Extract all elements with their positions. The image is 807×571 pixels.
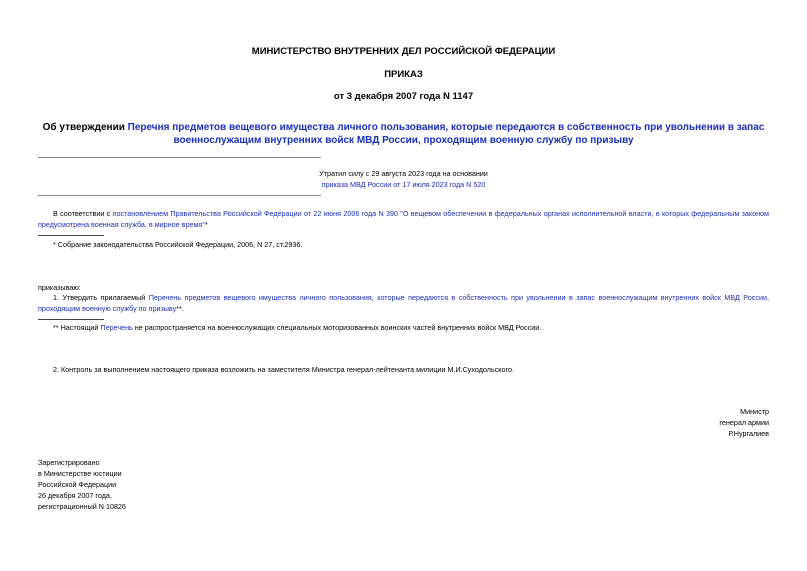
date-number-heading: от 3 декабря 2007 года N 1147: [333, 91, 474, 102]
footnote-divider-1: [38, 235, 104, 236]
preamble-suffix: *: [204, 220, 208, 229]
signature-rank: генерал армии: [719, 418, 769, 427]
signature-position: Министр: [740, 407, 769, 416]
signature-name: Р.Нургалиев: [728, 429, 769, 438]
footnote-2-suffix: не распространяется на военнослужащих специальных моторизованных воинских частей внутренних войск МВД России.: [132, 323, 542, 332]
status-block: [260, 168, 547, 190]
doc-type-heading: ПРИКАЗ: [384, 69, 423, 80]
signature-block: [600, 406, 769, 439]
title-prefix: Об утверждении: [42, 122, 128, 133]
top-divider: [38, 157, 321, 158]
bottom-divider: [38, 195, 321, 196]
preamble-paragraph: [38, 208, 769, 230]
status-link[interactable]: приказа МВД России от 17 июля 2023 года N 520: [321, 180, 486, 189]
order-word: приказываю:: [38, 283, 81, 292]
footnote-2-prefix: ** Настоящий: [53, 323, 101, 332]
item-1-paragraph: [38, 292, 769, 314]
title-link[interactable]: Перечня предметов вещевого имущества личного пользования, которые передаются в собственность при увольнении в запас военнослужащим внутренних войск МВД России, проходящим военную службу по призыву: [127, 122, 765, 146]
item-1-link[interactable]: Перечень предметов вещевого имущества личного пользования, которые передаются в собственность при увольнении в запас военнослужащим внутренних войск МВД России, проходящим военную службу по призыву: [38, 293, 770, 313]
item-1-suffix: **.: [176, 304, 184, 313]
footnote-divider-2: [38, 319, 104, 320]
preamble-link[interactable]: постановлением Правительства Российской Федерации от 22 июня 2006 года N 390 "О вещевом обеспечении в федеральных органах исполнительной власти, в которых федеральным законом предусмотрена военная служба, в мирное время": [38, 209, 770, 229]
item-2-paragraph: 2. Контроль за выполнением настоящего приказа возложить на заместителя Министра генерал-лейтенанта милиции М.И.Суходольского.: [53, 365, 514, 374]
footnote-1: * Собрание законодательства Российской Федерации, 2006, N 27, ст.2936.: [53, 240, 303, 249]
registration-line-4: 26 декабря 2007 года,: [38, 491, 112, 500]
registration-line-2: в Министерстве юстиции: [38, 469, 122, 478]
registration-line-3: Российской Федерации: [38, 480, 117, 489]
registration-line-1: Зарегистрировано: [38, 458, 100, 467]
document-title: [30, 121, 777, 147]
ministry-heading: МИНИСТЕРСТВО ВНУТРЕННИХ ДЕЛ РОССИЙСКОЙ ФЕДЕРАЦИИ: [251, 46, 556, 57]
footnote-2-link[interactable]: Перечень: [100, 323, 133, 332]
footnote-2: [53, 322, 769, 333]
status-line: Утратил силу с 29 августа 2023 года на основании: [319, 169, 488, 178]
registration-line-5: регистрационный N 10826: [38, 502, 126, 511]
item-1-prefix: 1. Утвердить прилагаемый: [53, 293, 149, 302]
preamble-prefix: В соответствии с: [53, 209, 113, 218]
registration-block: [38, 457, 238, 512]
